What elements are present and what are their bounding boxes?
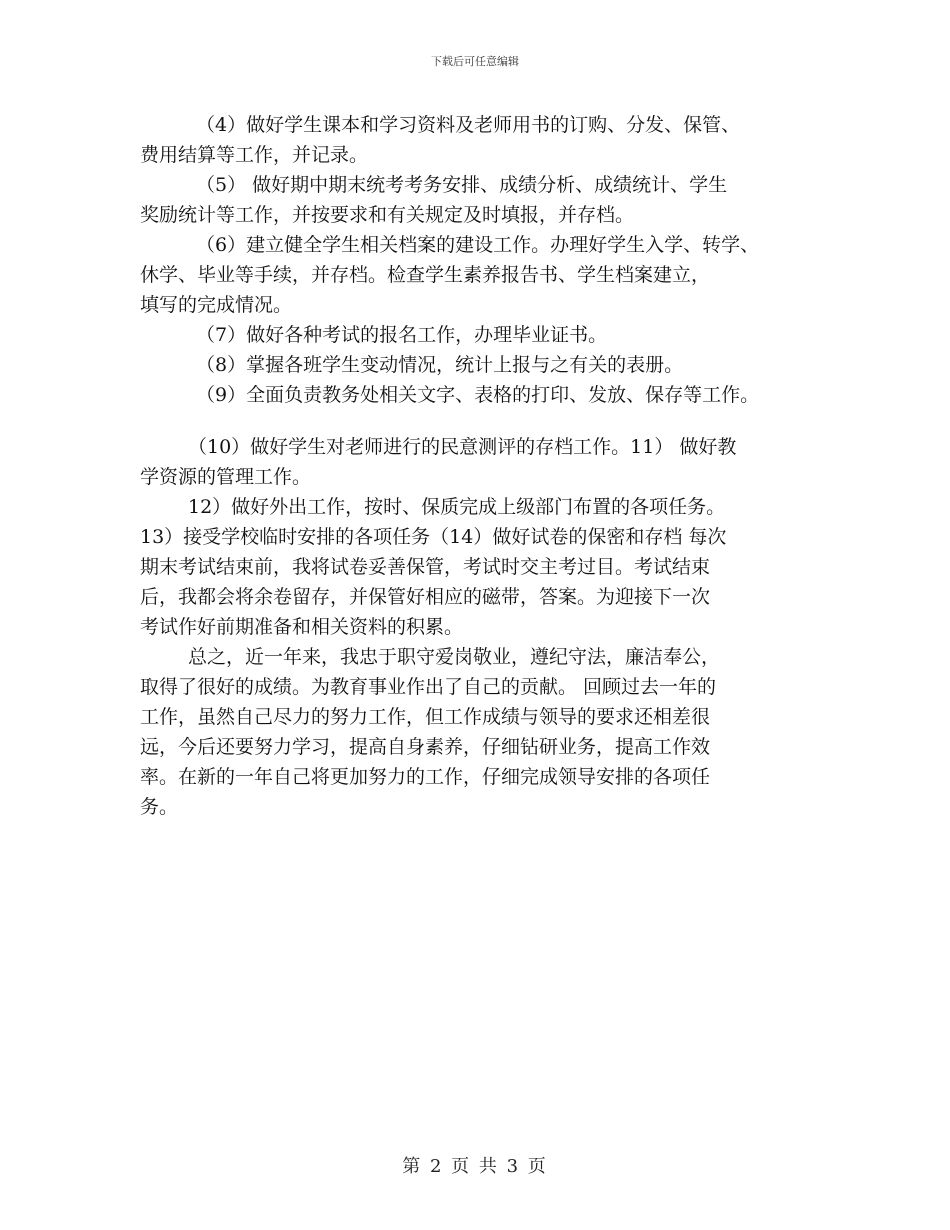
paragraph-line: 13）接受学校临时安排的各项任务（14）做好试卷的保密和存档 每次 [140, 526, 727, 548]
paragraph-line: （8）掌握各班学生变动情况，统计上报与之有关的表册。 [196, 354, 684, 376]
paragraph-line: 取得了很好的成绩。为教育事业作出了自己的贡献。 回顾过去一年的 [140, 676, 717, 698]
paragraph-gap [140, 410, 840, 432]
paragraph-line: 后，我都会将余卷留存，并保管好相应的磁带，答案。为迎接下一次 [140, 586, 711, 608]
page-header: 下载后可任意编辑 [431, 55, 519, 68]
paragraph-line: （4）做好学生课本和学习资料及老师用书的订购、分发、保管、 [196, 114, 741, 136]
paragraph-line: 考试作好前期准备和相关资料的积累。 [140, 616, 464, 638]
paragraph-line: （5） 做好期中期末统考考务安排、成绩分析、成绩统计、学生 [196, 174, 728, 196]
paragraph-line: 工作，虽然自己尽力的努力工作，但工作成绩与领导的要求还相差很 [140, 706, 711, 728]
paragraph-line: 期末考试结束前，我将试卷妥善保管，考试时交主考过目。考试结束 [140, 556, 711, 578]
paragraph-line: （9）全面负责教务处相关文字、表格的打印、发放、保存等工作。 [196, 384, 760, 406]
paragraph-line: 学资源的管理工作。 [140, 466, 312, 488]
paragraph-line: 远，今后还要努力学习，提高自身素养，仔细钻研业务，提高工作效 [140, 736, 711, 758]
paragraph-line: 休学、毕业等手续，并存档。检查学生素养报告书、学生档案建立， [140, 264, 711, 286]
paragraph-line: 奖励统计等工作，并按要求和有关规定及时填报，并存档。 [140, 204, 635, 226]
paragraph-line: （10）做好学生对老师进行的民意测评的存档工作。11） 做好教 [188, 436, 737, 458]
paragraph-line: 填写的完成情况。 [140, 294, 293, 316]
document-body [140, 110, 840, 822]
paragraph-line: （7）做好各种考试的报名工作，办理毕业证书。 [196, 324, 608, 346]
paragraph-line: 费用结算等工作，并记录。 [140, 144, 369, 166]
paragraph-line: 务。 [140, 796, 179, 818]
paragraph-line: 总之，近一年来，我忠于职守爱岗敬业，遵纪守法，廉洁奉公， [188, 646, 721, 668]
paragraph-line: 12）做好外出工作，按时、保质完成上级部门布置的各项任务。 [188, 496, 726, 518]
paragraph-line: （6）建立健全学生相关档案的建设工作。办理好学生入学、转学、 [196, 234, 760, 256]
paragraph-line: 率。在新的一年自己将更加努力的工作，仔细完成领导安排的各项任 [140, 766, 711, 788]
page-number: 第 2 页 共 3 页 [402, 1156, 548, 1177]
